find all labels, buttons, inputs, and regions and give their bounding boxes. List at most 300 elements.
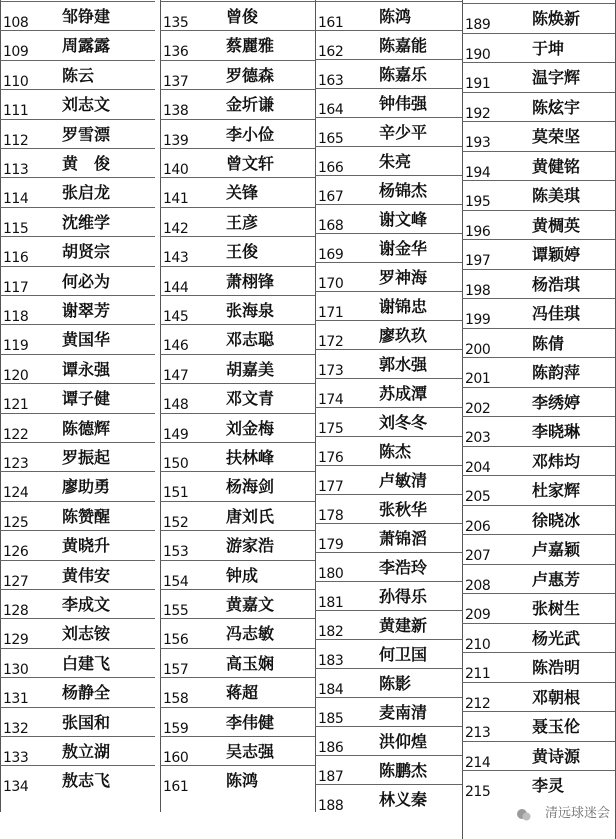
member-name: 敖立湖 (62, 742, 111, 761)
row-divider (0, 89, 155, 90)
row-number: 129 (3, 632, 29, 649)
member-name: 陈嘉能 (379, 36, 428, 55)
row-number: 123 (3, 456, 29, 472)
row-number: 194 (465, 164, 491, 181)
row-number: 111 (3, 103, 29, 120)
row-number: 113 (3, 162, 29, 178)
row-divider (0, 236, 155, 237)
member-name: 蒋超 (226, 683, 259, 703)
member-name: 李浩玲 (379, 558, 428, 577)
row-number: 157 (163, 661, 189, 678)
row-divider (462, 210, 615, 211)
row-divider (160, 471, 315, 472)
member-name: 陈鹏杰 (379, 761, 428, 780)
row-number: 178 (318, 508, 344, 524)
row-divider (462, 62, 615, 63)
member-name: 麦南清 (379, 703, 428, 722)
row-divider (0, 765, 155, 766)
row-number: 127 (3, 573, 29, 590)
row-divider (315, 668, 462, 669)
member-name: 罗雪漂 (62, 124, 111, 144)
row-number: 212 (465, 695, 491, 712)
row-number: 192 (465, 105, 491, 122)
row-number: 151 (163, 485, 189, 502)
member-name: 聂玉伦 (532, 717, 581, 736)
row-divider (462, 121, 615, 122)
row-number: 143 (163, 250, 189, 267)
row-divider (315, 175, 462, 176)
row-divider (0, 648, 155, 649)
member-name: 高玉娴 (226, 653, 275, 673)
member-name: 杨光武 (532, 628, 581, 648)
row-number: 134 (3, 779, 29, 796)
member-name: 谭颖婷 (532, 245, 581, 264)
row-divider (160, 501, 315, 502)
member-name: 温字辉 (532, 68, 581, 87)
row-number: 166 (318, 160, 344, 176)
member-name: 陈鸿 (379, 7, 412, 26)
row-number: 141 (163, 191, 189, 208)
row-divider (0, 589, 155, 590)
member-name: 扶林峰 (226, 448, 275, 467)
row-divider (0, 530, 155, 531)
member-name: 王彦 (226, 212, 259, 232)
member-name: 谢翠芳 (62, 301, 111, 320)
row-number: 172 (318, 334, 344, 350)
row-divider (160, 618, 315, 619)
row-number: 162 (318, 44, 344, 60)
row-divider (160, 177, 315, 178)
member-name: 朱亮 (379, 152, 412, 171)
row-divider (315, 407, 462, 408)
member-name: 罗德森 (226, 65, 275, 85)
row-number: 117 (3, 279, 29, 296)
row-number: 150 (163, 456, 189, 472)
member-name: 黄 俊 (62, 154, 111, 173)
row-divider (0, 677, 155, 678)
row-divider (0, 618, 155, 619)
row-divider (160, 560, 315, 561)
member-name: 王俊 (226, 242, 259, 262)
member-name: 杨浩琪 (532, 274, 581, 294)
row-divider (462, 446, 615, 447)
row-divider (462, 298, 615, 299)
member-name: 陈美琪 (532, 186, 581, 205)
member-name: 卢嘉颖 (532, 540, 581, 559)
row-divider (0, 736, 155, 737)
row-divider (0, 413, 155, 414)
row-number: 209 (465, 607, 491, 623)
row-number: 146 (163, 338, 189, 355)
member-name: 张树生 (532, 599, 581, 618)
row-divider (462, 3, 615, 4)
row-number: 148 (163, 397, 189, 414)
member-name: 孙得乐 (379, 587, 428, 606)
row-number: 201 (465, 371, 491, 387)
row-divider (462, 623, 615, 624)
member-name: 于坤 (532, 38, 565, 58)
row-number: 191 (465, 76, 491, 92)
member-name: 陈嘉乐 (379, 65, 428, 84)
row-divider (315, 494, 462, 495)
row-number: 139 (163, 132, 189, 149)
member-name: 陈德辉 (62, 418, 111, 438)
member-name: 邹铮建 (62, 7, 111, 26)
member-name: 黄健铭 (532, 156, 581, 176)
row-divider (315, 117, 462, 118)
row-number: 119 (3, 338, 29, 355)
row-number: 168 (318, 218, 344, 234)
row-divider (462, 180, 615, 181)
row-number: 205 (465, 489, 491, 505)
member-name: 李绣婷 (532, 392, 581, 412)
row-divider (315, 581, 462, 582)
row-divider (462, 151, 615, 152)
row-divider (0, 324, 155, 325)
row-divider (315, 755, 462, 756)
member-name: 张海泉 (226, 301, 275, 320)
row-number: 108 (3, 15, 29, 31)
member-name: 曾文轩 (226, 154, 275, 173)
row-number: 213 (465, 725, 491, 741)
row-number: 211 (465, 666, 491, 682)
row-number: 185 (318, 711, 344, 727)
row-divider (160, 324, 315, 325)
member-name: 陈倩 (532, 333, 565, 353)
row-number: 175 (318, 421, 344, 437)
row-divider (315, 378, 462, 379)
row-number: 197 (465, 253, 491, 269)
member-name: 萧栩锋 (226, 271, 275, 291)
row-number: 206 (465, 518, 491, 535)
row-number: 204 (465, 459, 491, 476)
row-number: 186 (318, 740, 344, 756)
row-number: 174 (318, 392, 344, 408)
grid-line (0, 0, 1, 812)
row-number: 203 (465, 430, 491, 446)
member-name: 卢惠芳 (532, 569, 581, 589)
grid-line (315, 0, 316, 812)
member-name: 陈焕新 (532, 9, 581, 28)
row-number: 152 (163, 514, 189, 531)
row-number: 200 (465, 341, 491, 358)
member-name: 陈鸿 (226, 771, 259, 791)
row-divider (0, 560, 155, 561)
member-name: 李成文 (62, 595, 111, 614)
row-number: 109 (3, 44, 29, 61)
row-divider (160, 648, 315, 649)
row-number: 156 (163, 632, 189, 649)
row-number: 132 (3, 720, 29, 737)
member-name: 钟伟强 (379, 94, 428, 113)
member-name: 胡贤宗 (62, 242, 111, 262)
row-number: 116 (3, 250, 29, 267)
member-name: 廖玖玖 (379, 326, 428, 345)
member-name: 黄晓升 (62, 536, 111, 556)
row-divider (462, 682, 615, 683)
row-number: 170 (318, 276, 344, 292)
row-number: 121 (3, 397, 29, 414)
row-number: 161 (163, 779, 189, 796)
member-name: 陈赞醒 (62, 506, 111, 526)
row-divider (315, 697, 462, 698)
row-number: 179 (318, 537, 344, 553)
row-divider (315, 30, 462, 31)
member-name: 刘金梅 (226, 418, 275, 438)
row-divider (160, 89, 315, 90)
row-divider (0, 383, 155, 384)
row-number: 199 (465, 312, 491, 328)
row-number: 183 (318, 653, 344, 669)
row-number: 115 (3, 220, 29, 237)
member-name: 张秋华 (379, 500, 428, 519)
row-number: 144 (163, 279, 189, 296)
row-divider (160, 354, 315, 355)
member-name: 何必为 (62, 271, 111, 291)
row-number: 184 (318, 682, 344, 698)
row-divider (315, 465, 462, 466)
row-number: 173 (318, 363, 344, 379)
row-divider (160, 413, 315, 414)
member-name: 蔡麗雅 (226, 36, 275, 56)
row-number: 159 (163, 720, 189, 737)
row-number: 176 (318, 450, 344, 466)
row-divider (160, 530, 315, 531)
row-number: 182 (318, 624, 344, 640)
row-number: 145 (163, 309, 189, 325)
member-name: 杨锦杰 (379, 181, 428, 200)
row-divider (315, 262, 462, 263)
row-divider (315, 146, 462, 147)
row-divider (160, 236, 315, 237)
member-name: 李小俭 (226, 124, 275, 144)
row-divider (160, 1, 315, 2)
row-number: 154 (163, 573, 189, 590)
member-name: 关锋 (226, 183, 259, 203)
row-divider (315, 320, 462, 321)
row-number: 126 (3, 544, 29, 561)
row-number: 140 (163, 162, 189, 178)
member-name: 张启龙 (62, 183, 111, 203)
row-number: 161 (318, 15, 344, 31)
member-name: 吴志强 (226, 742, 275, 761)
row-divider (160, 295, 315, 296)
row-number: 187 (318, 769, 344, 785)
member-name: 黄伟安 (62, 565, 111, 585)
row-divider (462, 505, 615, 506)
member-name: 罗振起 (62, 448, 111, 467)
row-divider (462, 652, 615, 653)
row-divider (462, 33, 615, 34)
row-number: 202 (465, 400, 491, 417)
member-name: 黄椆英 (532, 215, 581, 235)
member-name: 黄诗源 (532, 746, 581, 766)
row-divider (160, 207, 315, 208)
row-divider (160, 148, 315, 149)
row-divider (315, 233, 462, 234)
row-number: 181 (318, 595, 344, 611)
row-divider (160, 765, 315, 766)
member-name: 廖助勇 (62, 477, 111, 497)
row-number: 165 (318, 131, 344, 147)
row-number: 196 (465, 223, 491, 240)
row-number: 207 (465, 548, 491, 564)
row-divider (315, 784, 462, 785)
row-divider (160, 383, 315, 384)
row-divider (315, 204, 462, 205)
wechat-icon (516, 807, 532, 823)
row-divider (462, 387, 615, 388)
member-name: 辛少平 (379, 123, 428, 142)
row-divider (315, 523, 462, 524)
member-name: 杜家辉 (532, 481, 581, 500)
member-name: 陈影 (379, 674, 412, 693)
row-divider (315, 1, 462, 2)
member-name: 金圻谦 (226, 95, 275, 115)
member-name: 杨海剑 (226, 477, 275, 497)
row-number: 125 (3, 514, 29, 531)
row-divider (160, 707, 315, 708)
member-name: 冯佳琪 (532, 304, 581, 323)
row-number: 171 (318, 305, 344, 321)
row-number: 135 (163, 15, 189, 31)
row-number: 208 (465, 577, 491, 594)
row-divider (0, 60, 155, 61)
row-number: 195 (465, 194, 491, 210)
member-name: 敖志飞 (62, 771, 111, 791)
member-name: 邓志聪 (226, 330, 275, 350)
row-divider (0, 501, 155, 502)
member-name: 曾俊 (226, 7, 259, 26)
member-name: 萧锦滔 (379, 529, 428, 548)
member-name: 陈杰 (379, 442, 412, 461)
grid-line (462, 0, 463, 839)
row-number: 142 (163, 220, 189, 237)
row-number: 136 (163, 44, 189, 61)
member-name: 邓文青 (226, 389, 275, 409)
row-divider (315, 610, 462, 611)
row-number: 215 (465, 784, 491, 800)
member-name: 邓朝根 (532, 687, 581, 707)
row-divider (160, 677, 315, 678)
row-divider (160, 266, 315, 267)
member-name: 郭水强 (379, 355, 428, 374)
member-name: 张国和 (62, 712, 111, 732)
member-name: 苏成潭 (379, 384, 428, 403)
member-name: 刘志文 (62, 95, 111, 115)
row-divider (462, 593, 615, 594)
member-name: 刘志铵 (62, 624, 111, 644)
row-divider (0, 1, 155, 2)
member-name: 谢文峰 (379, 210, 428, 229)
member-name: 徐晓冰 (532, 510, 581, 530)
row-divider (462, 269, 615, 270)
row-number: 153 (163, 544, 189, 561)
row-divider (462, 711, 615, 712)
member-name: 李晓琳 (532, 422, 581, 441)
row-number: 193 (465, 135, 491, 151)
member-name: 陈浩明 (532, 658, 581, 677)
row-number: 198 (465, 282, 491, 299)
row-number: 164 (318, 102, 344, 118)
row-divider (0, 471, 155, 472)
row-divider (160, 589, 315, 590)
row-number: 133 (3, 750, 29, 766)
member-name: 冯志敏 (226, 624, 275, 644)
row-divider (0, 148, 155, 149)
row-divider (462, 239, 615, 240)
member-name: 陈韵萍 (532, 363, 581, 382)
row-divider (462, 328, 615, 329)
row-number: 180 (318, 566, 344, 582)
row-divider (0, 295, 155, 296)
row-number: 160 (163, 750, 189, 766)
row-divider (462, 770, 615, 771)
member-name: 卢敏清 (379, 471, 428, 490)
member-name: 谢锦忠 (379, 297, 428, 316)
row-number: 147 (163, 367, 189, 384)
row-number: 189 (465, 17, 491, 33)
member-name: 邓炜均 (532, 451, 581, 471)
row-divider (315, 552, 462, 553)
row-number: 155 (163, 603, 189, 619)
row-number: 131 (3, 691, 29, 708)
row-divider (0, 266, 155, 267)
member-name: 谭永强 (62, 359, 111, 379)
row-number: 190 (465, 46, 491, 63)
row-divider (462, 741, 615, 742)
row-number: 169 (318, 247, 344, 263)
member-name: 洪仰煌 (379, 732, 428, 751)
member-name: 何卫国 (379, 645, 428, 664)
row-number: 110 (3, 73, 29, 90)
member-name: 杨静全 (62, 683, 111, 703)
row-divider (462, 534, 615, 535)
row-divider (160, 119, 315, 120)
row-number: 177 (318, 479, 344, 495)
row-divider (315, 88, 462, 89)
row-number: 167 (318, 189, 344, 205)
member-name: 谭子健 (62, 389, 111, 409)
row-divider (0, 177, 155, 178)
row-number: 214 (465, 754, 491, 771)
row-number: 124 (3, 485, 29, 502)
row-divider (462, 357, 615, 358)
member-name: 谢金华 (379, 239, 428, 258)
member-name: 莫荣坚 (532, 127, 581, 146)
row-number: 137 (163, 73, 189, 90)
grid-line (160, 0, 161, 812)
row-number: 130 (3, 661, 29, 678)
row-divider (0, 119, 155, 120)
row-number: 158 (163, 691, 189, 708)
row-divider (0, 707, 155, 708)
row-divider (462, 92, 615, 93)
row-number: 163 (318, 73, 344, 89)
member-name: 黄嘉文 (226, 595, 275, 614)
member-name: 周露露 (62, 36, 111, 56)
row-divider (462, 416, 615, 417)
row-divider (315, 291, 462, 292)
member-name: 黄国华 (62, 330, 111, 350)
row-divider (315, 726, 462, 727)
member-name: 黄建新 (379, 616, 428, 635)
member-name: 沈维学 (62, 212, 111, 232)
member-name: 唐刘氏 (226, 506, 275, 526)
member-name: 林义秦 (379, 790, 428, 809)
row-divider (462, 475, 615, 476)
row-number: 210 (465, 636, 491, 653)
